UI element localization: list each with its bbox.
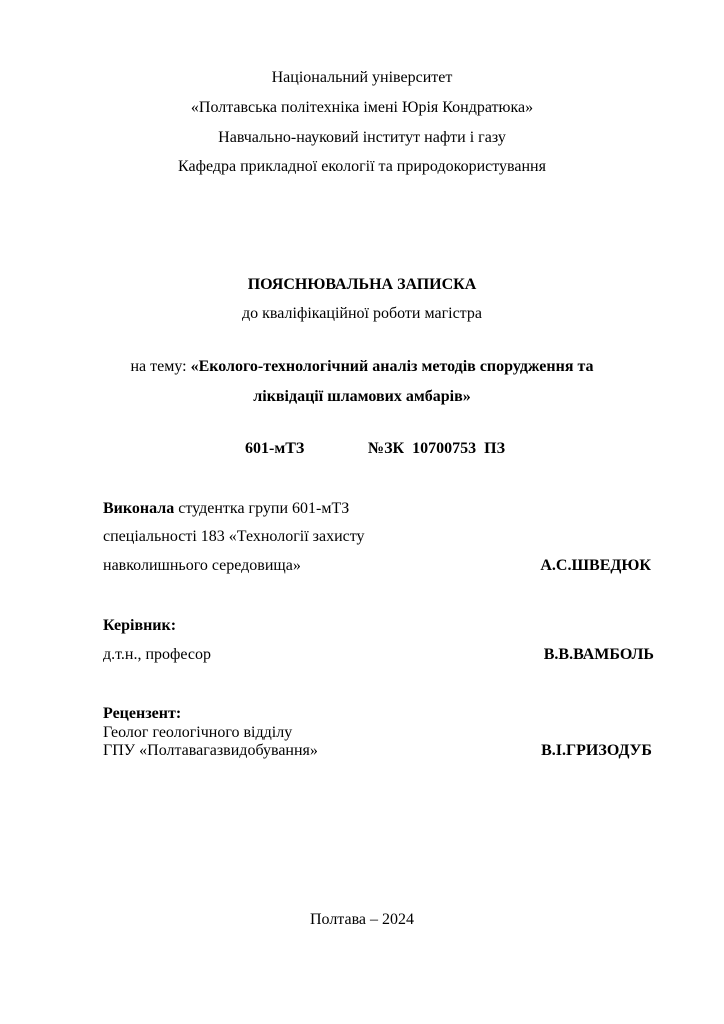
supervisor-position: д.т.н., професор [103, 646, 212, 663]
performer-label: Виконала [103, 500, 175, 517]
topic-line-1 [0, 358, 724, 376]
institute-name: Навчально-науковий інститут нафти і газу [218, 129, 506, 146]
topic-title-part-2: ліквідації шламових амбарів» [253, 388, 471, 405]
department-name: Кафедра прикладної екології та природокористування [178, 158, 546, 175]
document-number: №ЗК 10700753 ПЗ [368, 440, 506, 457]
reviewer-label: Рецензент: [103, 705, 182, 722]
reviewer-name: В.І.ГРИЗОДУБ [541, 742, 652, 759]
performer-group: студентка групи 601-мТЗ [174, 500, 350, 517]
performer-name: А.С.ШВЕДЮК [540, 557, 651, 574]
group-code: 601-мТЗ [245, 440, 305, 457]
university-full-name: «Полтавська політехніка імені Юрія Кондратюка» [190, 99, 534, 116]
reviewer-position: Геолог геологічного відділу [103, 724, 293, 741]
supervisor-name: В.В.ВАМБОЛЬ [543, 646, 654, 663]
supervisor-label: Керівник: [103, 617, 177, 634]
city-year: Полтава – 2024 [309, 911, 415, 928]
topic-title-part-1: «Еколого-технологічний аналіз методів спорудження та [190, 358, 594, 375]
performer-line-1 [103, 500, 349, 518]
document-subtitle: до кваліфікаційної роботи магістра [242, 305, 482, 322]
reviewer-organization: ГПУ «Полтавагазвидобування» [103, 742, 318, 759]
document-title: ПОЯСНЮВАЛЬНА ЗАПИСКА [247, 276, 477, 293]
performer-specialty-cont: навколишнього середовища» [103, 557, 301, 574]
performer-specialty: спеціальності 183 «Технології захисту [103, 528, 365, 545]
university-name: Національний університет [271, 69, 453, 86]
topic-prefix: на тему: [130, 358, 191, 375]
